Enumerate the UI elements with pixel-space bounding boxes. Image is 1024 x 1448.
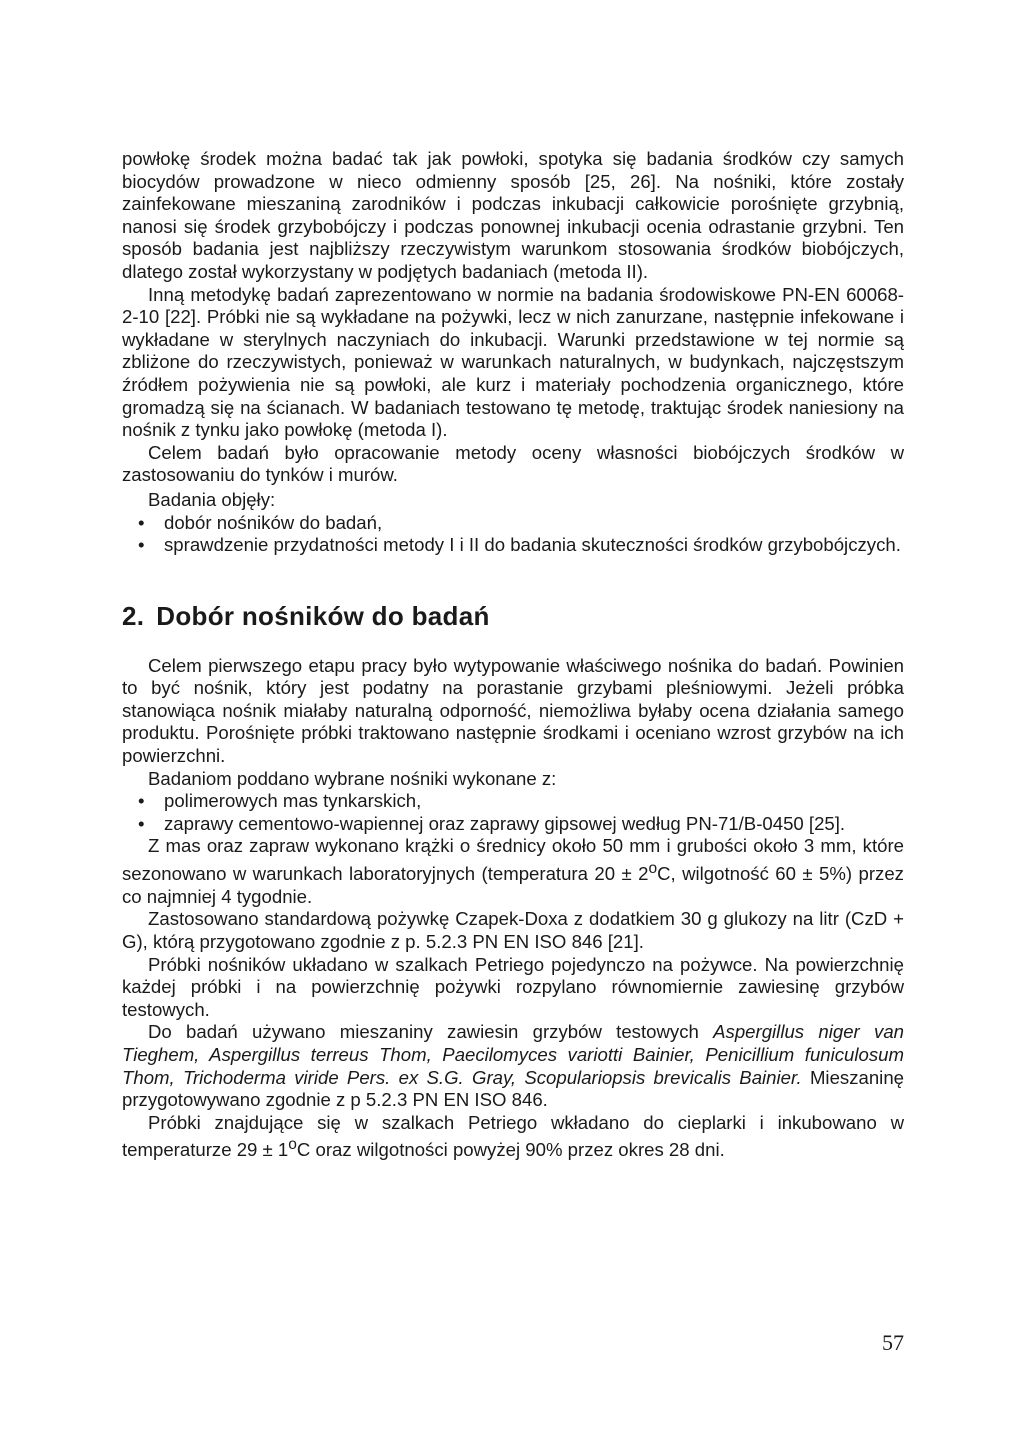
paragraph-text: C, wilgotność 60 ± 5%) przez co najmniej 4 tygodnie. [122, 863, 904, 907]
bullet-list [122, 790, 904, 835]
section-number: 2. [122, 600, 145, 631]
list-item: • polimerowych mas tynkarskich, [122, 790, 904, 813]
paragraph: Inną metodykę badań zaprezentowano w normie na badania środowiskowe PN-EN 60068-2-10 [22]. Próbki nie są wykładane na pożywki, lecz w nich zanurzane, następnie infekowane i wykładane w sterylnych naczyniach do inkubacji. Warunki przedstawione w tej normie są zbliżone do rzeczywistych, ponieważ w warunkach naturalnych, w budynkach, najczęstszym źródłem pożywienia nie są powłoki, ale kurz i materiały pochodzenia organicznego, które gromadzą się na ścianach. W badaniach testowano tę metodę, traktując środek naniesiony na nośnik z tynku jako powłokę (metoda I). [122, 283, 904, 441]
paragraph [122, 835, 904, 908]
list-intro: Badaniom poddano wybrane nośniki wykonane z: [148, 767, 557, 789]
page-number: 57 [882, 1330, 904, 1355]
paragraph-text: Do badań używano mieszaniny zawiesin grzybów testowych [148, 1021, 714, 1043]
paragraph: powłokę środek można badać tak jak powłoki, spotyka się badania środków czy samych biocydów prowadzone w nieco odmienny sposób [25, 26]. Na nośniki, które zostały zainfekowane mieszaniną zarodników i podczas inkubacji całkowicie porośnięte grzybnią, nanosi się środek grzybobójczy i podczas ponownej inkubacji ocenia odrastanie grzybni. Ten sposób badania jest najbliższy rzeczywistym warunkom stosowania środków biobójczych, dlatego został wykorzystany w podjętych badaniach (metoda II). [122, 148, 904, 282]
paragraph: Celem badań było opracowanie metody oceny własności biobójczych środków w zastosowaniu do tynków i murów. [122, 441, 904, 486]
list-item: • dobór nośników do badań, [122, 512, 904, 535]
paragraph-text: Z mas oraz zapraw wykonano krążki o średnicy około 50 mm i grubości około 3 mm, które sezonowano w warunkach laboratoryjnych (temperatura 20 ± 2 [122, 835, 904, 885]
list-item: • sprawdzenie przydatności metody I i II do badania skuteczności środków grzybobójczych. [122, 534, 904, 557]
paragraph-text: Próbki znajdujące się w szalkach Petriego wkładano do cieplarki i inkubowano w temperaturze 29 ± 1 [122, 1111, 904, 1161]
page-content [122, 148, 904, 1162]
degree-superscript: o [288, 1136, 297, 1154]
section-title: Dobór nośników do badań [156, 600, 490, 631]
bullet-list [122, 512, 904, 557]
section-heading [122, 601, 904, 631]
paragraph [122, 1021, 904, 1111]
paragraph-text: Mieszaninę przygotowywano zgodnie z p 5.2.3 PN EN ISO 846. [122, 1066, 904, 1111]
degree-superscript: o [648, 860, 658, 878]
paragraph [122, 1112, 904, 1162]
paragraph: Zastosowano standardową pożywkę Czapek-Doxa z dodatkiem 30 g glukozy na litr (CzD + G), którą przygotowano zgodnie z p. 5.2.3 PN EN ISO 846 [21]. [122, 908, 904, 952]
paragraph: Próbki nośników układano w szalkach Petriego pojedynczo na pożywce. Na powierzchnię każdej próbki i na powierzchnię pożywki rozpylano równomiernie zawiesinę grzybów testowych. [122, 953, 904, 1020]
species-list: Aspergillus niger van Tieghem, Aspergillus terreus Thom, Paecilomyces variotti Bainier, Penicillium funiculosum Thom, Trichoderma viride Pers. ex S.G. Gray, Scopulariopsis brevicalis Bainier. [122, 1021, 904, 1088]
list-intro: Badania objęły: [148, 488, 276, 510]
paragraph-text: C oraz wilgotności powyżej 90% przez okres 28 dni. [296, 1139, 725, 1161]
paragraph: Celem pierwszego etapu pracy było wytypowanie właściwego nośnika do badań. Powinien to być nośnik, który jest podatny na porastanie grzybami pleśniowymi. Jeżeli próbka stanowiąca nośnik miałaby naturalną odporność, niemożliwa byłaby ocena działania samego produktu. Porośnięte próbki traktowano następnie środkami i oceniano wzrost grzybów na ich powierzchni. [122, 654, 904, 767]
list-item: • zaprawy cementowo-wapiennej oraz zaprawy gipsowej według PN-71/B-0450 [25]. [122, 813, 904, 836]
